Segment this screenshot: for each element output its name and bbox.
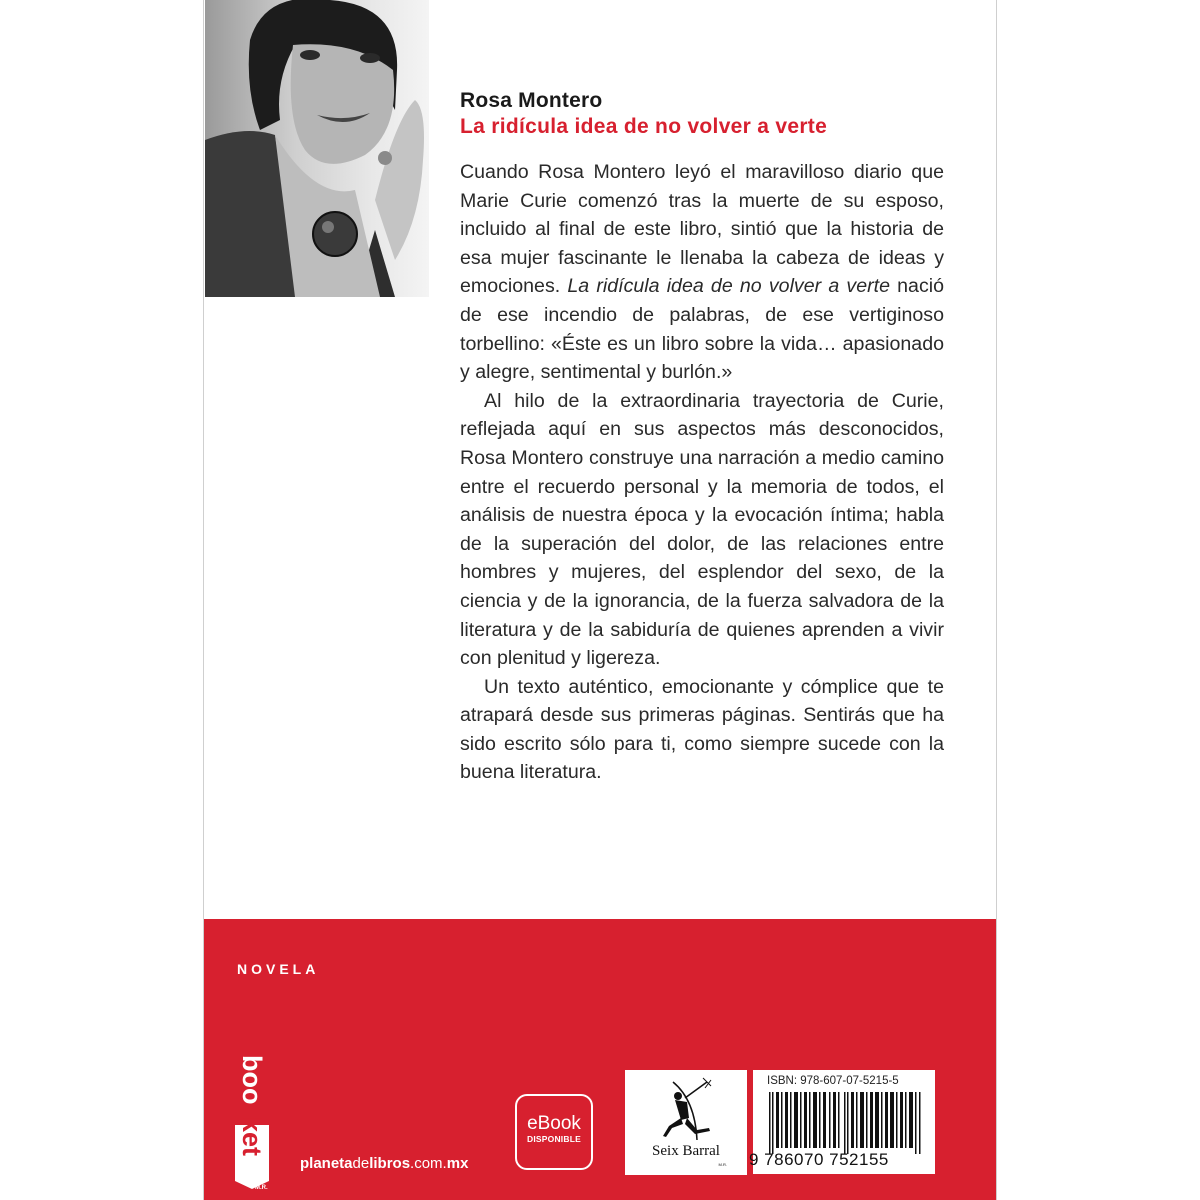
website-part: planeta bbox=[300, 1155, 353, 1172]
isbn-label: ISBN: 978-607-07-5215-5 bbox=[767, 1075, 899, 1087]
ebook-availability: DISPONIBLE bbox=[527, 1134, 581, 1144]
website-part: libros bbox=[369, 1155, 411, 1172]
isbn-barcode-box bbox=[749, 1070, 935, 1174]
booket-logo-icon bbox=[235, 1055, 275, 1195]
publisher-name: Seix Barral bbox=[652, 1143, 720, 1159]
ebook-badge bbox=[515, 1094, 593, 1170]
synopsis-paragraph-2: Al hilo de la extraordinaria trayectoria de Curie, reflejada aquí en sus aspectos más desconocidos, Rosa Montero construye una narración a medio camino entre el recuerdo personal y la memoria de todos, el análisis de nuestra época y la evocación íntima; habla de la superación del dolor, de las relaciones entre hombres y mujeres, del esplendor del sexo, de la ciencia y de la ignorancia, de la fuerza salvadora de la literatura y de la sabiduría de quienes aprenden a vivir con plenitud y ligereza. bbox=[460, 389, 944, 670]
book-title: La ridícula idea de no volver a verte bbox=[460, 115, 828, 138]
booket-trademark: M.R. bbox=[255, 1185, 268, 1191]
synopsis-paragraph-3: Un texto auténtico, emocionante y cómplice que te atrapará desde sus primeras páginas. Sentirás que ha sido escrito sólo para ti, como siempre sucede con la buena literatura. bbox=[460, 675, 944, 784]
website-part: .com. bbox=[410, 1155, 447, 1172]
synopsis-title-italic: La ridícula idea de no volver a verte bbox=[567, 275, 890, 298]
synopsis-paragraph-1 bbox=[460, 158, 944, 387]
author-name: Rosa Montero bbox=[460, 89, 603, 112]
synopsis-text: Cuando Rosa Montero leyó el maravilloso diario que Marie Curie comenzó tras la muerte de su esposo, incluido al final de este libro, sintió que la historia de esa mujer fascinante le llenaba la cabeza de ideas y emociones. bbox=[460, 161, 944, 298]
barcode-digits: 9 786070 752155 bbox=[749, 1150, 889, 1169]
synopsis-text: nació de ese incendio de palabras, de ese vertiginoso torbellino: «Éste es un libro sobre la vida… apasionado y alegre, sentimental y burlón.» bbox=[460, 275, 944, 384]
booket-logo bbox=[235, 1055, 275, 1195]
archer-icon bbox=[625, 1070, 747, 1145]
genre-label: NOVELA bbox=[237, 961, 320, 977]
website-link[interactable] bbox=[300, 1155, 468, 1172]
publisher-trademark: M.R. bbox=[718, 1162, 727, 1167]
svg-text:boo: boo bbox=[237, 1055, 267, 1105]
barcode-icon bbox=[769, 1092, 923, 1154]
publisher-logo bbox=[625, 1070, 747, 1175]
ebook-label: eBook bbox=[527, 1113, 581, 1134]
book-header bbox=[460, 88, 950, 140]
website-part: de bbox=[352, 1155, 370, 1172]
author-photo bbox=[205, 0, 429, 297]
synopsis bbox=[460, 158, 944, 787]
website-part: mx bbox=[446, 1155, 469, 1172]
author-portrait-image bbox=[205, 0, 429, 297]
svg-text:ket: ket bbox=[237, 1117, 267, 1157]
